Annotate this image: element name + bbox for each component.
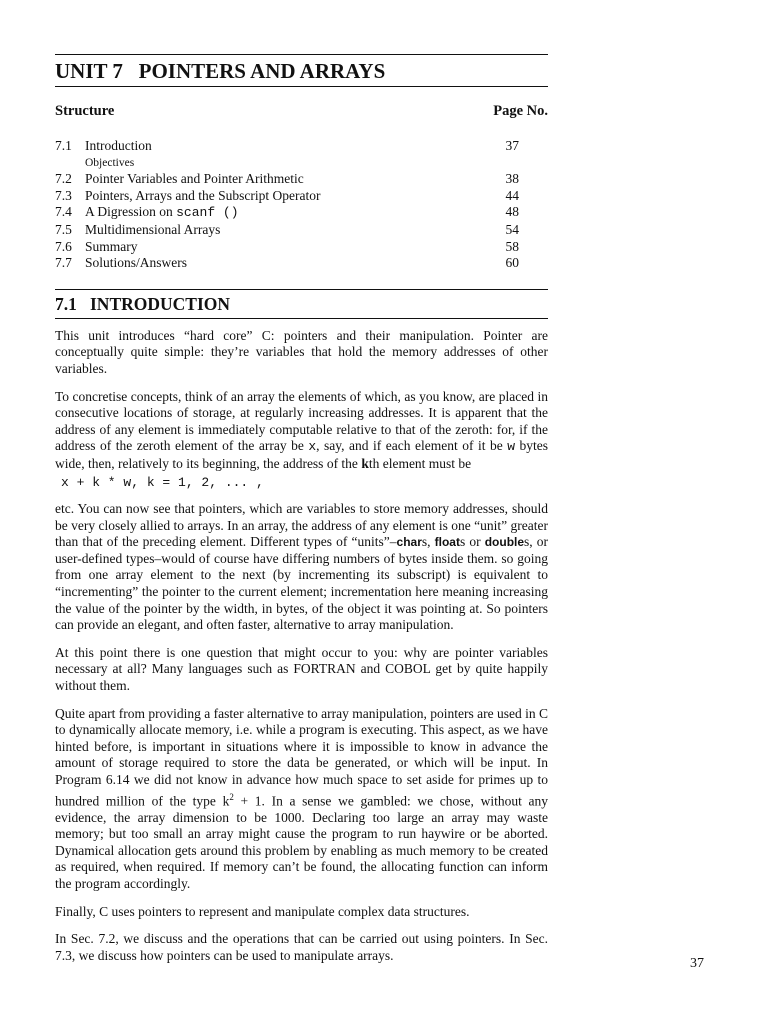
page-number: 37 (690, 956, 704, 971)
structure-heading: Structure (55, 103, 115, 119)
toc-label: Pointer Variables and Pointer Arithmetic (85, 171, 304, 187)
toc-number: 7.7 (55, 255, 72, 271)
toc-number: 7.4 (55, 204, 72, 220)
toc-entry (55, 138, 548, 155)
paragraph: At this point there is one question that might occur to you: why are pointer variables necessary at all? Many languages such as FORTRAN and COBOL get by quite happily without them. (55, 644, 548, 694)
paragraph-text: bytes wide, then, relatively to its beginning, the address of the (55, 438, 548, 471)
variable-w: w (507, 439, 515, 455)
paragraph-text: + 1. In a sense we gambled: we chose, without any evidence, the array dimension to be 1000. Declaring too large an array may waste memory; but too small an array might cause the program to run haywire or be aborted. Dynamical allocation gets around this problem by enabling as much memory to be created as required, when required. If memory can’t be found, the allocating function can inform the program accordingly. (55, 793, 548, 892)
section-heading: 7.1 INTRODUCTION (55, 293, 231, 314)
document-page (55, 54, 548, 975)
type-char: char (396, 535, 422, 550)
table-of-contents (55, 138, 548, 272)
toc-page: 37 (505, 138, 519, 153)
toc-page: 60 (505, 255, 519, 271)
toc-label-code: scanf () (176, 205, 239, 221)
paragraph-text: s or (459, 534, 485, 550)
type-float: float (434, 535, 460, 550)
toc-label: Multidimensional Arrays (85, 221, 221, 237)
toc-entry (55, 255, 548, 272)
toc-number: 7.5 (55, 221, 72, 237)
type-double: double (484, 535, 525, 550)
toc-entry (55, 239, 548, 256)
section-bottom-rule (55, 318, 548, 319)
toc-page: 58 (505, 238, 519, 254)
toc-entry (55, 171, 548, 188)
unit-title: UNIT 7 POINTERS AND ARRAYS (55, 59, 386, 83)
paragraph: Finally, C uses pointers to represent and manipulate complex data structures. (55, 903, 470, 919)
toc-label: Solutions/Answers (85, 255, 188, 271)
address-formula: x + k * w, k = 1, 2, ... , (61, 474, 264, 490)
paragraph-text: etc. You can now see that pointers, which are variables to store memory addresses, should be very closely allied to arrays. In an array, the address of any element is one “unit” greater than that of the preceding element. Different types of “units”– (55, 501, 548, 550)
toc-label-text: A Digression on (85, 204, 177, 220)
title-bottom-rule (55, 86, 548, 87)
toc-label (85, 204, 483, 222)
toc-sub-entry: Objectives (85, 156, 135, 169)
toc-number: 7.2 (55, 171, 72, 187)
paragraph: In Sec. 7.2, we discuss and the operations that can be carried out using pointers. In Sec. 7.3, we discuss how pointers can be used to manipulate arrays. (55, 931, 548, 963)
toc-entry (55, 188, 548, 205)
toc-page: 54 (505, 221, 519, 237)
toc-label: Summary (85, 238, 138, 254)
section-body (55, 328, 548, 965)
page-no-heading: Page No. (493, 103, 548, 119)
paragraph (55, 501, 548, 634)
paragraph-text: Quite apart from providing a faster alternative to array manipulation, pointers are used in C to dynamically allocate memory, i.e. while a program is executing. This aspect, as we have hinted before, is important in situations where it is impossible to know in advance the amount of storage required to store the data be generated, or which will be input. In Program 6.14 we did not know in advance how much space to set aside for primes up to hundred million of the type k (55, 705, 548, 809)
toc-number: 7.3 (55, 187, 72, 203)
paragraph: This unit introduces “hard core” C: pointers and their manipulation. Pointer are conceptually quite simple: they’re variables that hold the memory addresses of other variables. (55, 327, 548, 376)
toc-number: 7.1 (55, 138, 72, 153)
paragraph-text: s, (421, 534, 435, 550)
toc-label: Pointers, Arrays and the Subscript Operator (85, 187, 321, 203)
structure-header (55, 103, 548, 120)
paragraph-text: , say, and if each element of it be (316, 438, 508, 454)
toc-page: 48 (505, 204, 519, 220)
toc-number: 7.6 (55, 238, 72, 254)
toc-page: 44 (505, 187, 519, 203)
toc-label: Introduction (85, 138, 152, 153)
variable-x: x (308, 439, 317, 455)
paragraph-text: s, or user-defined types–would of course have differing numbers of bytes inside them. so going from one array element to the next (by incrementing its subscript) is equivalent to “incrementing” the pointer to the current element; incrementation here meaning increasing the value of the pointer by the width, in bytes, of the object it was pointing at. So pointers can provide an elegant, and often faster, alternative to array manipulation. (55, 534, 549, 633)
toc-entry (55, 204, 548, 222)
paragraph-text: To concretise concepts, think of an array the elements of which, as you know, are placed in consecutive locations of storage, at regularly increasing addresses. It is apparent that the address of any element is immediately computable relative to that of the zeroth: for, if the address of the zeroth element of the array be (55, 388, 548, 454)
variable-k: k (361, 455, 369, 471)
paragraph (55, 389, 548, 473)
paragraph-text: th element must be (368, 455, 472, 471)
superscript: 2 (229, 791, 234, 802)
toc-entry (55, 222, 548, 239)
toc-page: 38 (505, 171, 519, 187)
paragraph (55, 706, 548, 893)
